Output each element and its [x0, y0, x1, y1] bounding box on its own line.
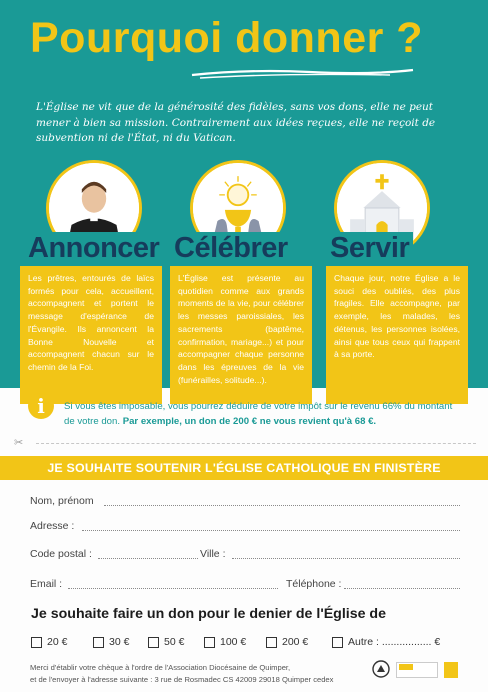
info-icon: i	[28, 393, 54, 419]
email-label: Email :	[30, 578, 63, 590]
email-field[interactable]	[68, 588, 278, 589]
name-field[interactable]	[104, 505, 460, 506]
amount-option-200[interactable]: 200 €	[266, 636, 308, 648]
address-label: Adresse :	[30, 520, 75, 532]
checkbox[interactable]	[93, 637, 104, 648]
denier-logo	[444, 662, 458, 678]
checkbox[interactable]	[148, 637, 159, 648]
title-underline	[190, 66, 415, 80]
checkbox[interactable]	[204, 637, 215, 648]
amount-option-30[interactable]: 30 €	[93, 636, 129, 648]
amount-option-other[interactable]: Autre : ................. €	[332, 636, 440, 648]
footer-text: Merci d'établir votre chèque à l'ordre de l'Association Diocésaine de Quimper, et de l'envoyer à l'adresse suivante : 3 rue de Rosmadec CS 42009 29018 Quimper cedex	[30, 663, 334, 684]
city-field[interactable]	[232, 558, 460, 559]
amount-option-50[interactable]: 50 €	[148, 636, 184, 648]
city-label: Ville :	[200, 548, 226, 560]
checkbox[interactable]	[266, 637, 277, 648]
section-title-annoncer: Annoncer	[24, 232, 163, 264]
section-title-celebrer: Célébrer	[170, 232, 292, 264]
diocese-logo	[372, 660, 390, 678]
tax-info-example: Par exemple, un don de 200 € ne vous revient qu'à 68 €.	[122, 416, 377, 427]
phone-label: Téléphone :	[286, 578, 342, 590]
tax-info	[64, 399, 464, 429]
postal-code-label: Code postal :	[30, 548, 92, 560]
form-banner: JE SOUHAITE SOUTENIR L'ÉGLISE CATHOLIQUE EN FINISTÈRE	[0, 456, 488, 480]
amount-option-20[interactable]: 20 €	[31, 636, 67, 648]
amount-option-100[interactable]: 100 €	[204, 636, 246, 648]
section-text-annoncer: Les prêtres, entourés de laïcs formés pour cela, accueillent, accompagnent et portent le message d'espérance de l'Évangile. Ils annoncent la Bonne Nouvelle et accompagnent chacun sur le chemin de la Foi.	[20, 266, 162, 404]
donation-title: Je souhaite faire un don pour le denier de l'Église de	[31, 606, 386, 622]
address-field[interactable]	[82, 530, 460, 531]
page-title: Pourquoi donner ?	[30, 14, 424, 62]
cut-line	[36, 443, 476, 444]
partner-logo	[396, 662, 438, 678]
intro-text: L'Église ne vit que de la générosité des fidèles, sans vos dons, elle ne peut mener à bien sa mission. Contrairement aux idées reçues, elle ne reçoit de subvention ni de l'État, ni du Vatican.	[36, 101, 436, 144]
section-title-servir: Servir	[326, 232, 413, 264]
postal-code-field[interactable]	[98, 558, 198, 559]
phone-field[interactable]	[344, 588, 460, 589]
checkbox[interactable]	[31, 637, 42, 648]
checkbox[interactable]	[332, 637, 343, 648]
scissors-icon: ✂	[14, 437, 24, 449]
name-label: Nom, prénom	[30, 495, 94, 507]
section-text-servir: Chaque jour, notre Église a le souci des oubliés, des plus fragiles. Elle accompagne, par exemple, les malades, les détenus, les personnes isolées, ainsi que tous ceux qui frappent à sa porte.	[326, 266, 468, 404]
tax-info-text: Si vous êtes imposable, vous pourrez déduire de votre impôt sur le revenu 66% du montant de votre don.	[64, 401, 453, 427]
section-text-celebrer: L'Église est présente au quotidien comme aux grands moments de la vie, pour célébrer les messes paroissiales, les sacrements (baptême, confirmation, mariage...) et pour accompagner chaque personne dans les épreuves de la vie (funérailles, solitude...).	[170, 266, 312, 404]
